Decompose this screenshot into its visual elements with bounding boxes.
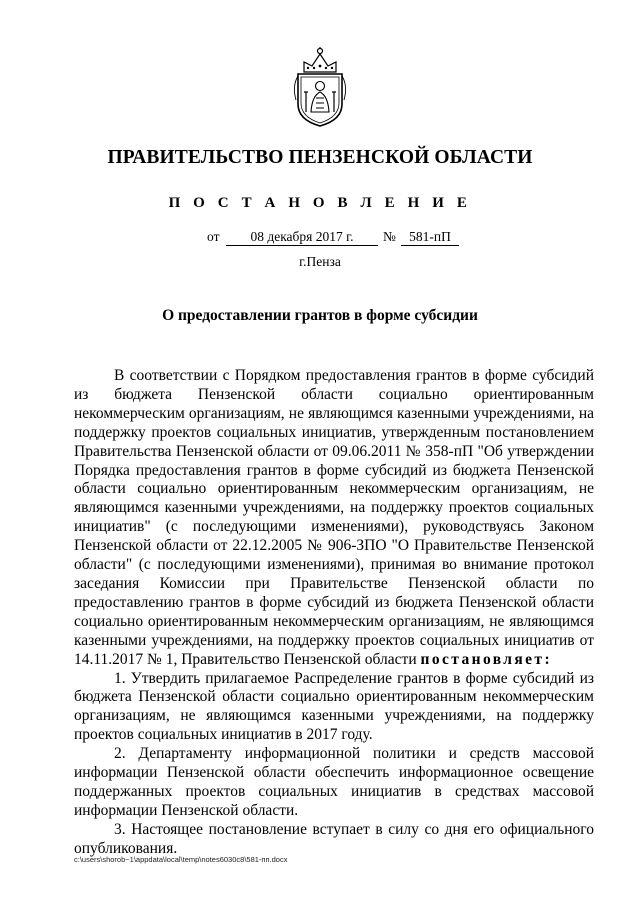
document-date: 08 декабря 2017 г. — [226, 229, 378, 246]
document-type-heading: П О С Т А Н О В Л Е Н И Е — [168, 195, 472, 211]
date-prefix: от — [207, 229, 220, 244]
organization-title: ПРАВИТЕЛЬСТВО ПЕНЗЕНСКОЙ ОБЛАСТИ — [107, 147, 533, 168]
number-sign: № — [383, 229, 396, 244]
preamble-text: В соответствии с Порядком предоставления грантов в форме субсидий из бюджета Пензенской области социально ориентированным некоммерческим организациям, не являющимся казенными учреждениями, на поддержку проектов социальных инициатив, утвержденным постановлением Правительства Пензенской области от 09.06.2011 № 358-пП "Об утверждении Порядка предоставления грантов в форме субсидий из бюджета Пензенской области социально ориентированным некоммерческим организациям, не являющимся казенными учреждениями, на поддержку проектов социальных инициатив" (с последующими изменениями), руководствуясь Законом Пензенской области от 22.12.2005 № 906-ЗПО "О Правительстве Пензенской области" (с последующими изменениями), принимая во внимание протокол заседания Комиссии при Правительстве Пензенской области по предоставлению грантов в форме субсидий из бюджета Пензенской области социально ориентированным некоммерческим организациям, не являющимся казенными учреждениями, на поддержку проектов социальных инициатив от 14.11.2017 № 1, Правительство Пензенской области — [74, 367, 594, 668]
item-2-paragraph: 2. Департаменту информационной политики и средств массовой информации Пензенской области обеспечить информационное освещение поддержанных проектов социальных инициатив в средствах массовой информации Пензенской области. — [74, 745, 594, 819]
date-number-line — [0, 229, 640, 249]
item-3-paragraph: 3. Настоящее постановление вступает в силу со дня его официального опубликования. — [74, 820, 594, 857]
file-path-footer: c:\users\shorob~1\appdata\local\temp\notes6030c8\581-пп.docx — [74, 855, 288, 864]
decree-word: постановляет: — [420, 650, 553, 668]
document-number: 581-пП — [401, 229, 459, 246]
coat-of-arms-emblem — [290, 46, 350, 128]
item-1-paragraph: 1. Утвердить прилагаемое Распределение грантов в форме субсидий из бюджета Пензенской области социально ориентированным некоммерческим организациям, не являющимся казенными учреждениями, на поддержку проектов социальных инициатив в 2017 году. — [74, 669, 594, 744]
document-body — [74, 367, 594, 859]
preamble-paragraph — [74, 367, 594, 670]
document-subject: О предоставлении грантов в форме субсидии — [162, 307, 478, 324]
city-label: г.Пенза — [299, 254, 341, 269]
